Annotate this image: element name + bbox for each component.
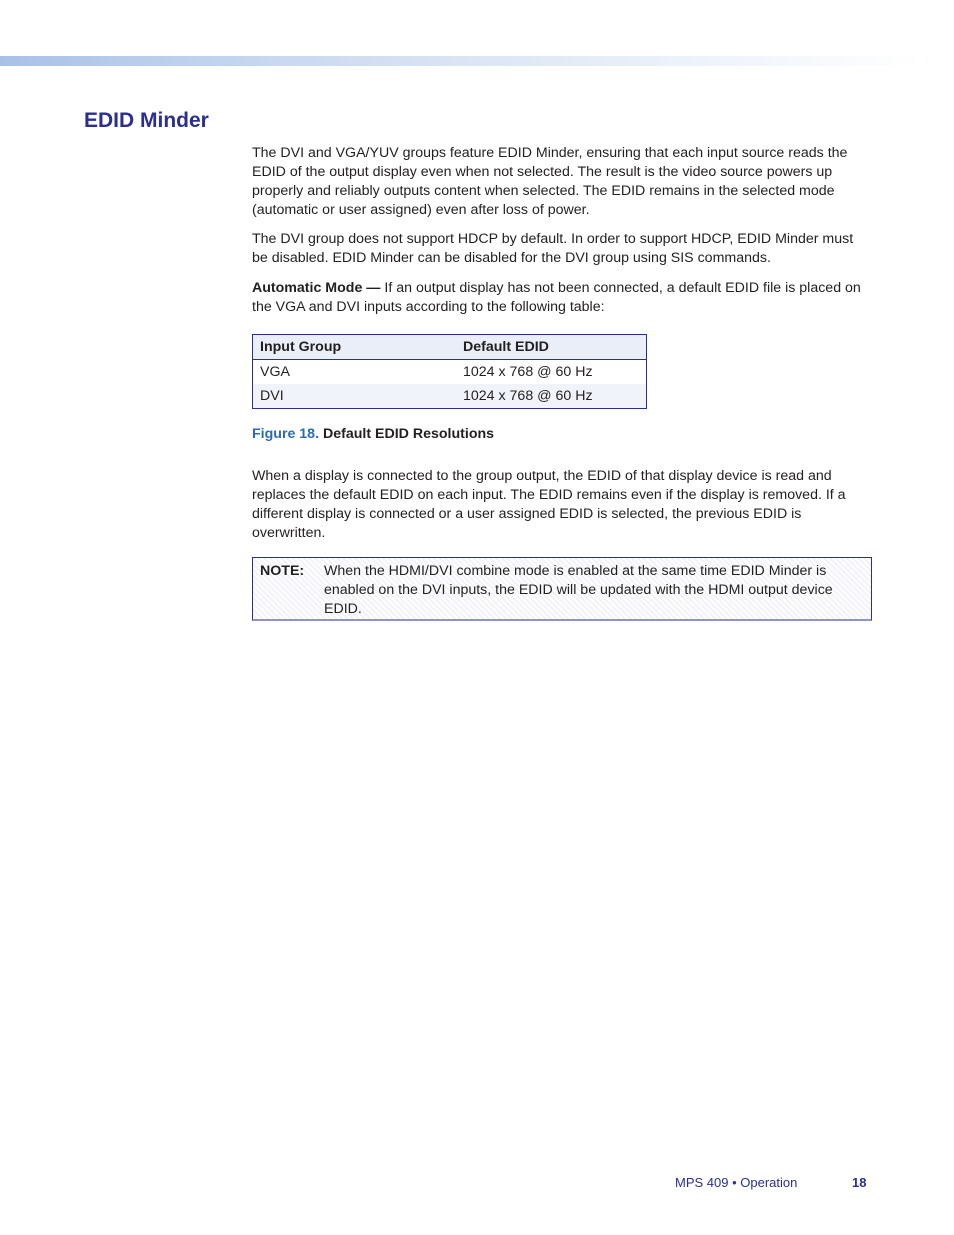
table-header-input-group: Input Group xyxy=(253,335,457,360)
note-box xyxy=(252,557,872,621)
note-label: NOTE: xyxy=(260,563,305,579)
table-cell-default-edid: 1024 x 768 @ 60 Hz xyxy=(456,384,647,409)
footer-title: MPS 409 • Operation xyxy=(675,1175,798,1190)
table-header-default-edid: Default EDID xyxy=(456,335,647,360)
header-gradient-bar xyxy=(0,56,920,66)
page-number: 18 xyxy=(852,1175,867,1190)
table-row xyxy=(253,384,647,409)
figure-caption xyxy=(252,425,494,444)
table-cell-default-edid: 1024 x 768 @ 60 Hz xyxy=(463,364,593,380)
table-cell-input-group: DVI xyxy=(253,384,457,409)
default-edid-table xyxy=(252,334,647,409)
automatic-mode-text: If an output display has not been connected, a default EDID file is placed on the VGA and DVI inputs according to the following table: xyxy=(252,280,861,315)
paragraph-hdcp-support: The DVI group does not support HDCP by default. In order to support HDCP, EDID Minder must be disabled. EDID Minder can be disabled for the DVI group using SIS commands. xyxy=(252,231,854,266)
figure-number: Figure 18. xyxy=(252,426,320,442)
table-cell-input-group: VGA xyxy=(260,364,290,380)
automatic-mode-lead-in: Automatic Mode — xyxy=(252,280,381,296)
paragraph-display-connected: When a display is connected to the group output, the EDID of that display device is read and replaces the default EDID on each input. The EDID remains even if the display is removed. If a different display is connected or a user assigned EDID is selected, the previous EDID is overwritten. xyxy=(252,468,846,541)
table-header-row xyxy=(253,335,647,360)
table-row xyxy=(253,360,647,385)
section-title: EDID Minder xyxy=(84,109,209,132)
note-text: When the HDMI/DVI combine mode is enabled at the same time EDID Minder is enabled on the DVI inputs, the EDID will be updated with the HDMI output device EDID. xyxy=(324,563,833,617)
paragraph-edid-minder-intro: The DVI and VGA/YUV groups feature EDID Minder, ensuring that each input source reads the EDID of the output display even when not selected. The result is the video source powers up properly and reliably outputs content when selected. The EDID remains in the selected mode (automatic or user assigned) even after loss of power. xyxy=(252,145,848,218)
figure-title: Default EDID Resolutions xyxy=(322,426,495,442)
paragraph-automatic-mode xyxy=(252,279,872,317)
